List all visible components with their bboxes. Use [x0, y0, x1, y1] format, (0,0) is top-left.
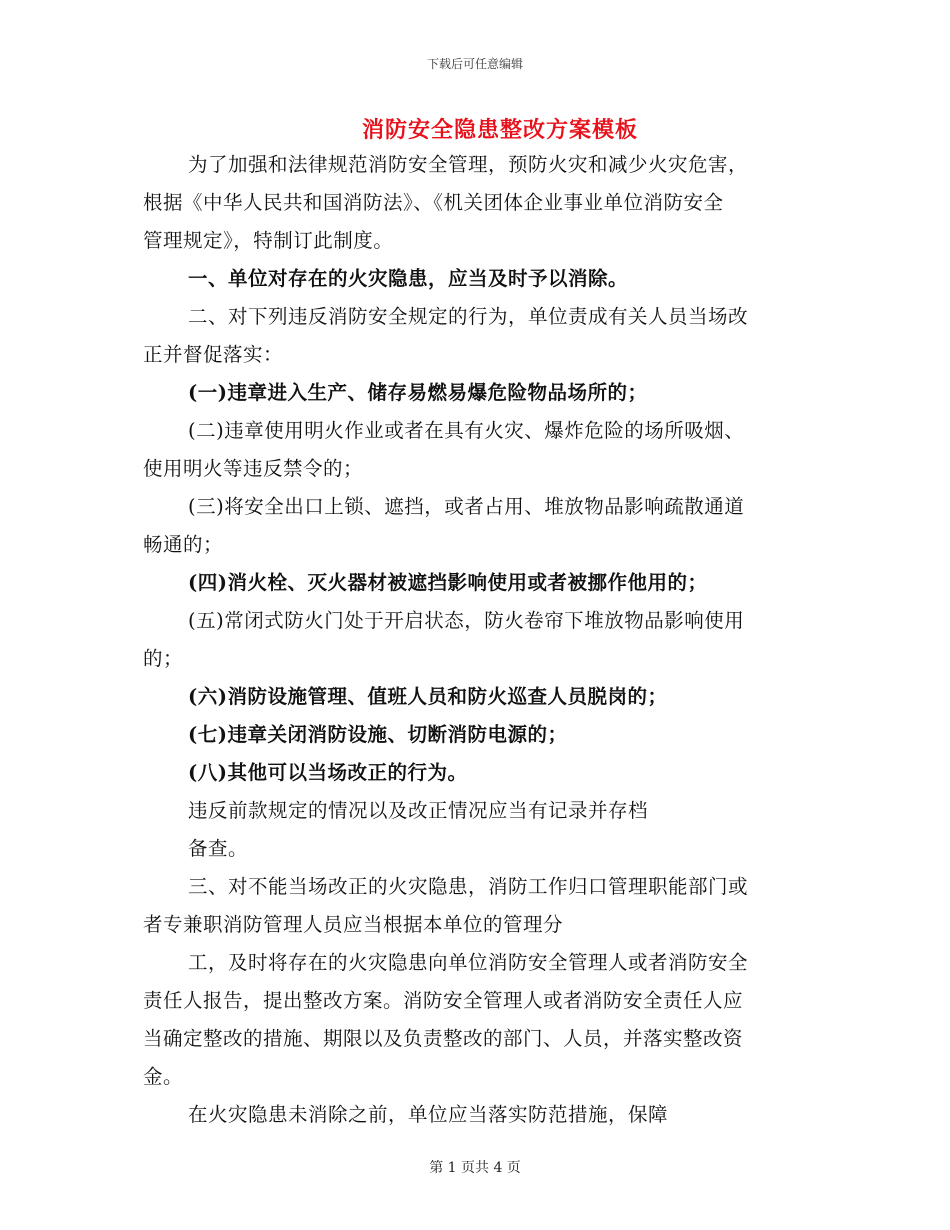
section-heading-3: 三、对不能当场改正的火灾隐患，消防工作归口管理职能部门或: [188, 875, 749, 898]
paragraph-line: 管理规定》，特制订此制度。: [143, 229, 394, 252]
page-header: 下载后可任意编辑: [426, 57, 523, 71]
paragraph-line: 者专兼职消防管理人员应当根据本单位的管理分: [143, 913, 564, 936]
paragraph-line: 责任人报告，提出整改方案。消防安全管理人或者消防安全责任人应: [143, 989, 744, 1012]
page-footer: 第 1 页共 4 页: [429, 1160, 521, 1176]
list-item-8: (八)其他可以当场改正的行为。: [188, 761, 468, 784]
paragraph-line: 的；: [143, 647, 184, 670]
section-heading-1: 一、单位对存在的火灾隐患，应当及时予以消除。: [188, 267, 629, 290]
paragraph-line: 当确定整改的措施、期限以及负责整改的部门、人员，并落实整改资: [143, 1027, 744, 1050]
list-item-2: (二)违章使用明火作业或者在具有火灾、爆炸危险的场所吸烟、: [188, 419, 745, 442]
paragraph-line: 二、对下列违反消防安全规定的行为，单位责成有关人员当场改: [188, 305, 749, 328]
paragraph-line: 金。: [143, 1065, 184, 1088]
paragraph-line: 根据《中华人民共和国消防法》、《机关团体企业事业单位消防安全: [143, 191, 724, 214]
paragraph-line: 正并督促落实：: [143, 343, 284, 366]
list-item-1: (一)违章进入生产、储存易燃易爆危险物品场所的；: [188, 381, 648, 404]
list-item-7: (七)违章关闭消防设施、切断消防电源的；: [188, 723, 568, 746]
document-title: 消防安全隐患整改方案模板: [361, 117, 638, 143]
list-item-4: (四)消火栓、灭火器材被遮挡影响使用或者被挪作他用的；: [188, 571, 708, 594]
paragraph-line: 为了加强和法律规范消防安全管理，预防火灾和减少火灾危害，: [188, 153, 749, 176]
paragraph-line: 违反前款规定的情况以及改正情况应当有记录并存档: [188, 799, 649, 822]
list-item-3: (三)将安全出口上锁、遮挡，或者占用、堆放物品影响疏散通道: [188, 495, 745, 518]
list-item-5: (五)常闭式防火门处于开启状态，防火卷帘下堆放物品影响使用: [188, 609, 745, 632]
paragraph-line: 工，及时将存在的火灾隐患向单位消防安全管理人或者消防安全: [188, 951, 749, 974]
paragraph-line: 畅通的；: [143, 533, 224, 556]
paragraph-line: 使用明火等违反禁令的；: [143, 457, 364, 480]
list-item-6: (六)消防设施管理、值班人员和防火巡查人员脱岗的；: [188, 685, 668, 708]
paragraph-line: 在火灾隐患未消除之前，单位应当落实防范措施，保障: [188, 1103, 669, 1126]
paragraph-line: 备查。: [188, 837, 249, 860]
